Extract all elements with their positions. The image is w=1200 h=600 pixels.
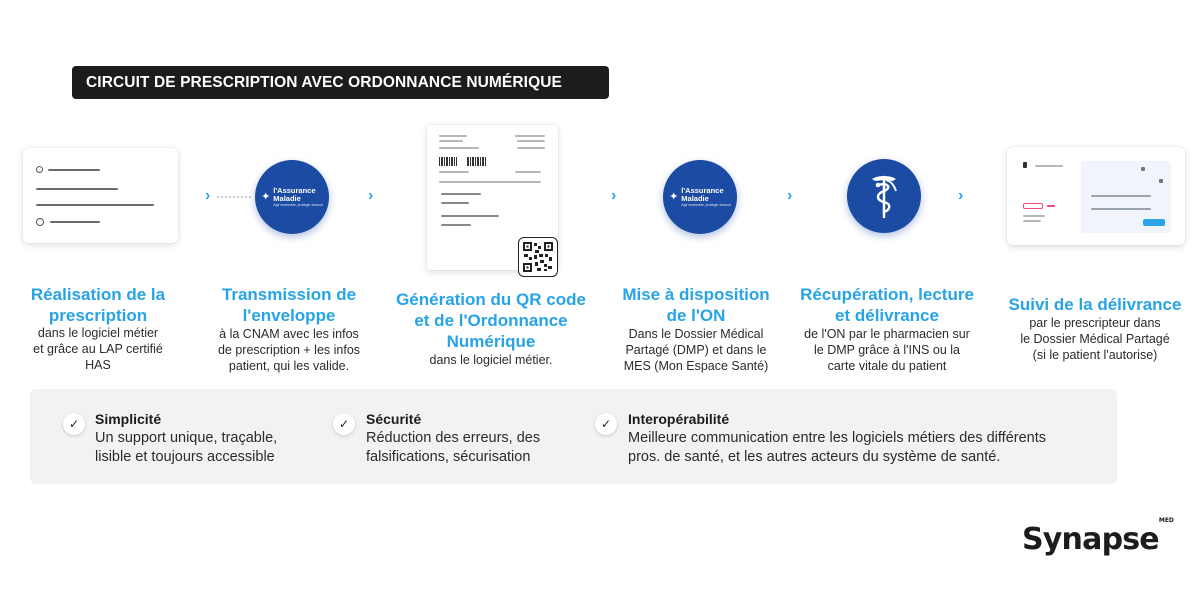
line xyxy=(517,140,545,142)
step-4-desc: Dans le Dossier Médical Partagé (DMP) et dans le MES (Mon Espace Santé) xyxy=(623,327,769,373)
content-panel xyxy=(1081,161,1171,233)
benefit-1-title: Simplicité xyxy=(95,411,162,427)
benefit-2-title: Sécurité xyxy=(366,411,422,427)
logo-line2: Maladie xyxy=(273,194,301,203)
line xyxy=(441,215,499,217)
search-icon xyxy=(36,166,43,173)
line xyxy=(439,147,479,149)
chevron-right-icon: › xyxy=(205,187,211,204)
line xyxy=(441,224,471,226)
line xyxy=(1035,165,1063,167)
caduceus-icon xyxy=(864,173,904,219)
assurance-maladie-logo xyxy=(663,160,737,234)
chevron-right-icon: › xyxy=(958,187,964,204)
check-icon: ✓ xyxy=(595,413,617,435)
chevron-right-icon: › xyxy=(611,187,617,204)
benefit-1-text: Un support unique, traçable, lisible et toujours accessible xyxy=(95,430,278,465)
step-4-title: Mise à disposition de l'ON xyxy=(622,285,770,325)
submit-button xyxy=(1143,219,1165,226)
line xyxy=(439,140,463,142)
benefit-3-text: Meilleure communication entre les logiciels métiers des différents pros. de santé, et les autres acteurs du système de santé. xyxy=(628,430,1047,465)
assurance-maladie-logo xyxy=(255,160,329,234)
logo-line1: l'Assurance xyxy=(273,186,316,195)
line xyxy=(439,135,467,137)
line xyxy=(1091,208,1151,210)
logo-tagline: Agir ensemble, protéger chacun xyxy=(681,203,731,207)
line xyxy=(1023,215,1045,217)
step-1-title: Réalisation de la prescription xyxy=(30,285,166,325)
step-2-title: Transmission de l'enveloppe xyxy=(221,285,357,325)
step-6-desc: par le prescripteur dans le Dossier Médical Partagé (si le patient l'autorise) xyxy=(1020,316,1170,362)
prescription-software-card xyxy=(23,148,178,243)
step-1-desc: dans le logiciel métier et grâce au LAP certifié HAS xyxy=(33,326,163,372)
chevron-right-icon: › xyxy=(787,187,793,204)
pharmacy-circle xyxy=(847,159,921,233)
diagram-title: CIRCUIT DE PRESCRIPTION AVEC ORDONNANCE NUMÉRIQUE xyxy=(72,66,609,99)
line xyxy=(36,188,118,190)
tag xyxy=(1023,203,1043,209)
person-icon: ✦ xyxy=(261,191,271,203)
check-icon: ✓ xyxy=(63,413,85,435)
benefit-2-text: Réduction des erreurs, des falsifications, sécurisation xyxy=(366,430,541,465)
line xyxy=(439,181,541,183)
step-3-desc: dans le logiciel métier. xyxy=(429,353,553,367)
connector-line xyxy=(217,196,251,198)
step-5-title: Récupération, lecture et délivrance xyxy=(800,285,974,325)
dot xyxy=(1141,167,1145,171)
chevron-right-icon: › xyxy=(368,187,374,204)
barcode-icon xyxy=(439,157,457,166)
line xyxy=(441,202,469,204)
line xyxy=(1023,220,1041,222)
step-2-desc: à la CNAM avec les infos de prescription + les infos patient, qui les valide. xyxy=(217,327,361,373)
line xyxy=(439,171,469,173)
person-icon: ✦ xyxy=(669,191,679,203)
qr-code-icon xyxy=(518,237,558,277)
step-6-title: Suivi de la délivrance xyxy=(1008,295,1182,314)
line xyxy=(441,193,481,195)
logo-line1: l'Assurance xyxy=(681,186,724,195)
line xyxy=(36,204,154,206)
barcode-icon xyxy=(467,157,487,166)
synapse-logo: Synapse$^{MED}$ xyxy=(1022,517,1174,557)
line xyxy=(48,169,100,171)
step-5-desc: de l'ON par le pharmacien sur le DMP grâce à l'INS ou la carte vitale du patient xyxy=(804,327,970,373)
step-3-title: Génération du QR code et de l'Ordonnance Numérique xyxy=(396,290,586,351)
benefit-3-title: Interopérabilité xyxy=(628,411,730,427)
line xyxy=(515,171,541,173)
benefits-panel xyxy=(30,389,1117,484)
plus-icon xyxy=(36,218,44,226)
check-icon: ✓ xyxy=(333,413,355,435)
logo-line2: Maladie xyxy=(681,194,709,203)
logo-tagline: Agir ensemble, protéger chacun xyxy=(273,203,323,207)
line xyxy=(1091,195,1151,197)
line xyxy=(517,147,545,149)
line xyxy=(1047,205,1055,207)
sidebar-panel xyxy=(1007,147,1079,245)
line xyxy=(50,221,100,223)
logo-mark xyxy=(1023,162,1027,168)
dot xyxy=(1159,179,1163,183)
dmp-dashboard-card xyxy=(1007,147,1185,245)
line xyxy=(515,135,545,137)
